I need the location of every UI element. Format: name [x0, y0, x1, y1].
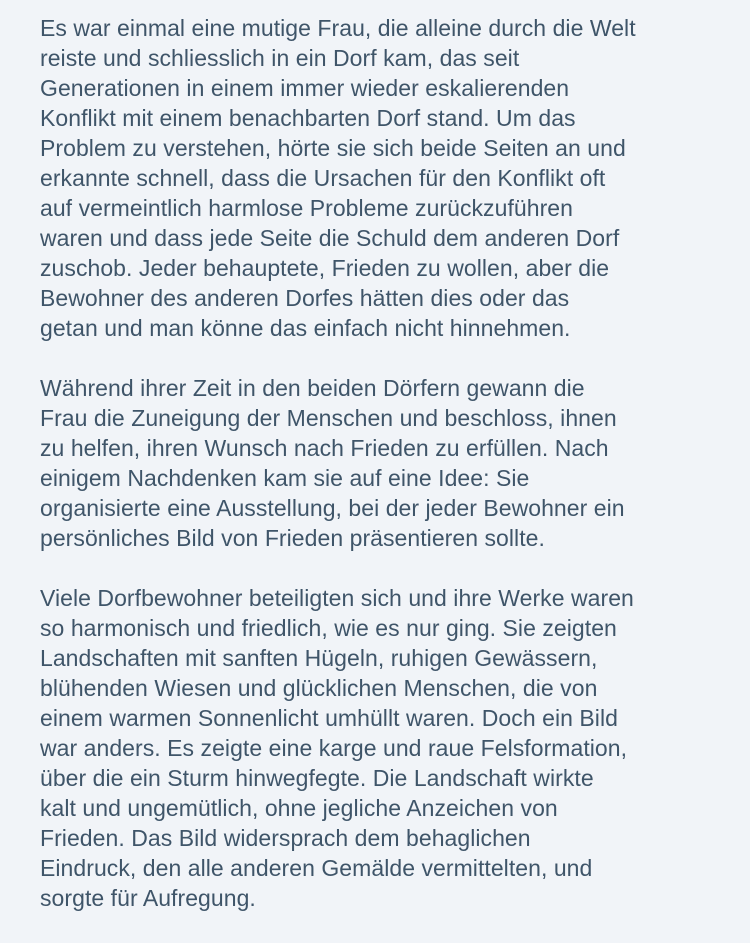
text-line: Konflikt mit einem benachbarten Dorf stand. Um das — [40, 105, 576, 131]
text-line: blühenden Wiesen und glücklichen Menschen, die von — [40, 675, 598, 701]
text-line: sorgte für Aufregung. — [40, 885, 256, 911]
text-line: einigem Nachdenken kam sie auf eine Idee: Sie — [40, 465, 530, 491]
text-line: einem warmen Sonnenlicht umhüllt waren. Doch ein Bild — [40, 705, 618, 731]
text-line: kalt und ungemütlich, ohne jegliche Anzeichen von — [40, 795, 558, 821]
text-line: war anders. Es zeigte eine karge und raue Felsformation, — [40, 735, 628, 761]
text-line: Eindruck, den alle anderen Gemälde vermittelten, und — [40, 855, 593, 881]
paragraph-1 — [40, 13, 730, 343]
story-text — [40, 13, 730, 943]
text-line: Landschaften mit sanften Hügeln, ruhigen Gewässern, — [40, 645, 598, 671]
text-line: Es war einmal eine mutige Frau, die alleine durch die Welt — [40, 15, 636, 41]
text-line: getan und man könne das einfach nicht hinnehmen. — [40, 315, 571, 341]
text-line: Während ihrer Zeit in den beiden Dörfern gewann die — [40, 375, 585, 401]
text-line: reiste und schliesslich in ein Dorf kam, das seit — [40, 45, 520, 71]
text-line: so harmonisch und friedlich, wie es nur ging. Sie zeigten — [40, 615, 617, 641]
text-line: Frieden. Das Bild widersprach dem behaglichen — [40, 825, 531, 851]
text-line: persönliches Bild von Frieden präsentieren sollte. — [40, 525, 545, 551]
text-line: Frau die Zuneigung der Menschen und beschloss, ihnen — [40, 405, 617, 431]
text-line: zuschob. Jeder behauptete, Frieden zu wollen, aber die — [40, 255, 610, 281]
text-line: zu helfen, ihren Wunsch nach Frieden zu erfüllen. Nach — [40, 435, 609, 461]
text-line: erkannte schnell, dass die Ursachen für den Konflikt oft — [40, 165, 606, 191]
text-line: auf vermeintlich harmlose Probleme zurückzuführen — [40, 195, 573, 221]
paragraph-3 — [40, 583, 730, 913]
text-line: Problem zu verstehen, hörte sie sich beide Seiten an und — [40, 135, 626, 161]
paragraph-2 — [40, 373, 730, 553]
text-line: Viele Dorfbewohner beteiligten sich und ihre Werke waren — [40, 585, 634, 611]
text-line: organisierte eine Ausstellung, bei der jeder Bewohner ein — [40, 495, 625, 521]
text-line: Bewohner des anderen Dorfes hätten dies oder das — [40, 285, 570, 311]
text-line: über die ein Sturm hinwegfegte. Die Landschaft wirkte — [40, 765, 594, 791]
text-line: waren und dass jede Seite die Schuld dem anderen Dorf — [40, 225, 620, 251]
text-line: Generationen in einem immer wieder eskalierenden — [40, 75, 570, 101]
